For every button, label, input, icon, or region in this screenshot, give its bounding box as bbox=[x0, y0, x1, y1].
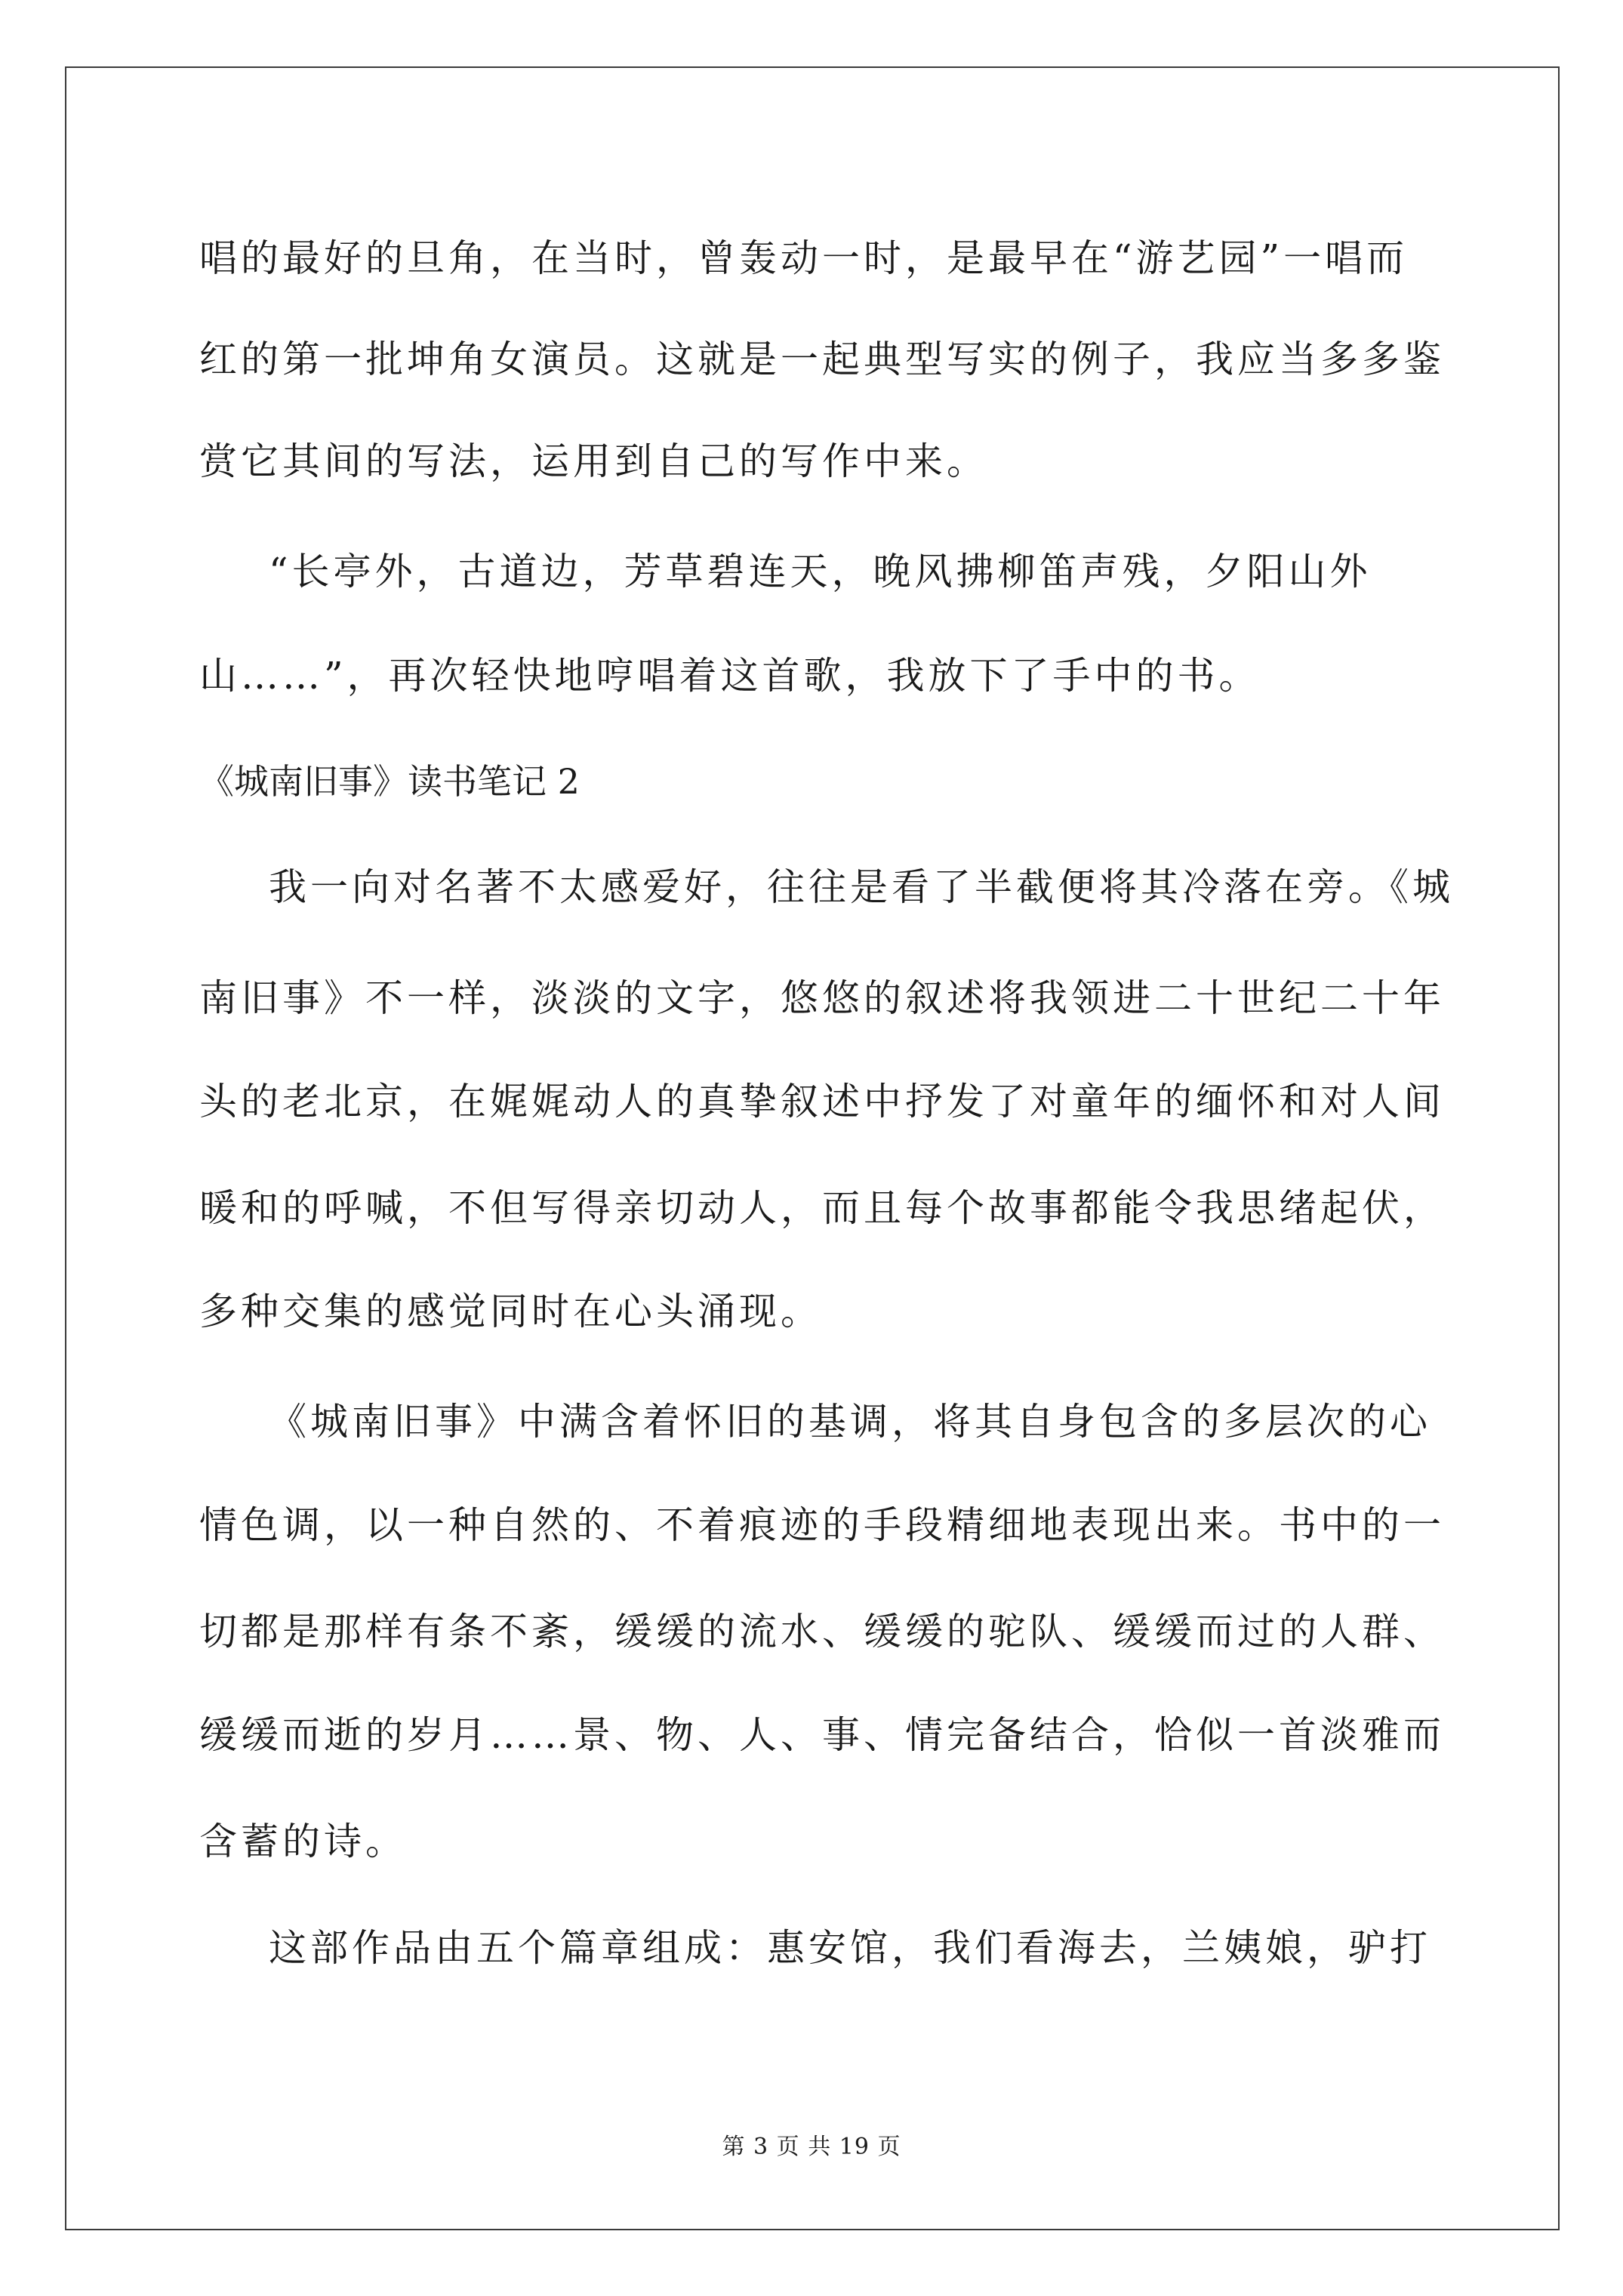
body-line: 赏它其间的写法，运用到自己的写作中来。 bbox=[199, 439, 988, 483]
body-line: 红的第一批坤角女演员。这就是一起典型写实的例子，我应当多多鉴 bbox=[199, 337, 1445, 381]
body-line: 南旧事》不一样，淡淡的文字，悠悠的叙述将我领进二十世纪二十年 bbox=[199, 976, 1445, 1020]
body-line: 切都是那样有条不紊，缓缓的流水、缓缓的驼队、缓缓而过的人群、 bbox=[199, 1610, 1445, 1653]
body-line: 这部作品由五个篇章组成：惠安馆，我们看海去，兰姨娘，驴打 bbox=[269, 1926, 1431, 1970]
page-border bbox=[65, 66, 1560, 2230]
section-heading: 《城南旧事》读书笔记 2 bbox=[199, 761, 580, 802]
body-line: 暖和的呼喊，不但写得亲切动人，而且每个故事都能令我思绪起伏， bbox=[199, 1186, 1445, 1230]
body-line: 情色调，以一种自然的、不着痕迹的手段精细地表现出来。书中的一 bbox=[199, 1503, 1445, 1547]
body-line: 头的老北京，在娓娓动人的真挚叙述中抒发了对童年的缅怀和对人间 bbox=[199, 1080, 1445, 1123]
body-line: 含蓄的诗。 bbox=[199, 1820, 407, 1863]
body-line: 唱的最好的旦角，在当时，曾轰动一时，是最早在“游艺园”一唱而 bbox=[199, 236, 1409, 280]
body-line: 缓缓而逝的岁月……景、物、人、事、情完备结合，恰似一首淡雅而 bbox=[199, 1713, 1445, 1757]
body-line: 多种交集的感觉同时在心头涌现。 bbox=[199, 1290, 822, 1333]
body-line: 《城南旧事》中满含着怀旧的基调，将其自身包含的多层次的心 bbox=[269, 1400, 1431, 1444]
body-line: “长亭外，古道边，芳草碧连天，晚风拂柳笛声残，夕阳山外 bbox=[269, 550, 1372, 593]
page-number-footer: 第 3 页 共 19 页 bbox=[722, 2134, 901, 2160]
body-line: 山……”，再次轻快地哼唱着这首歌，我放下了手中的书。 bbox=[199, 654, 1261, 698]
body-line: 我一向对名著不太感爱好，往往是看了半截便将其冷落在旁。《城 bbox=[269, 865, 1454, 909]
